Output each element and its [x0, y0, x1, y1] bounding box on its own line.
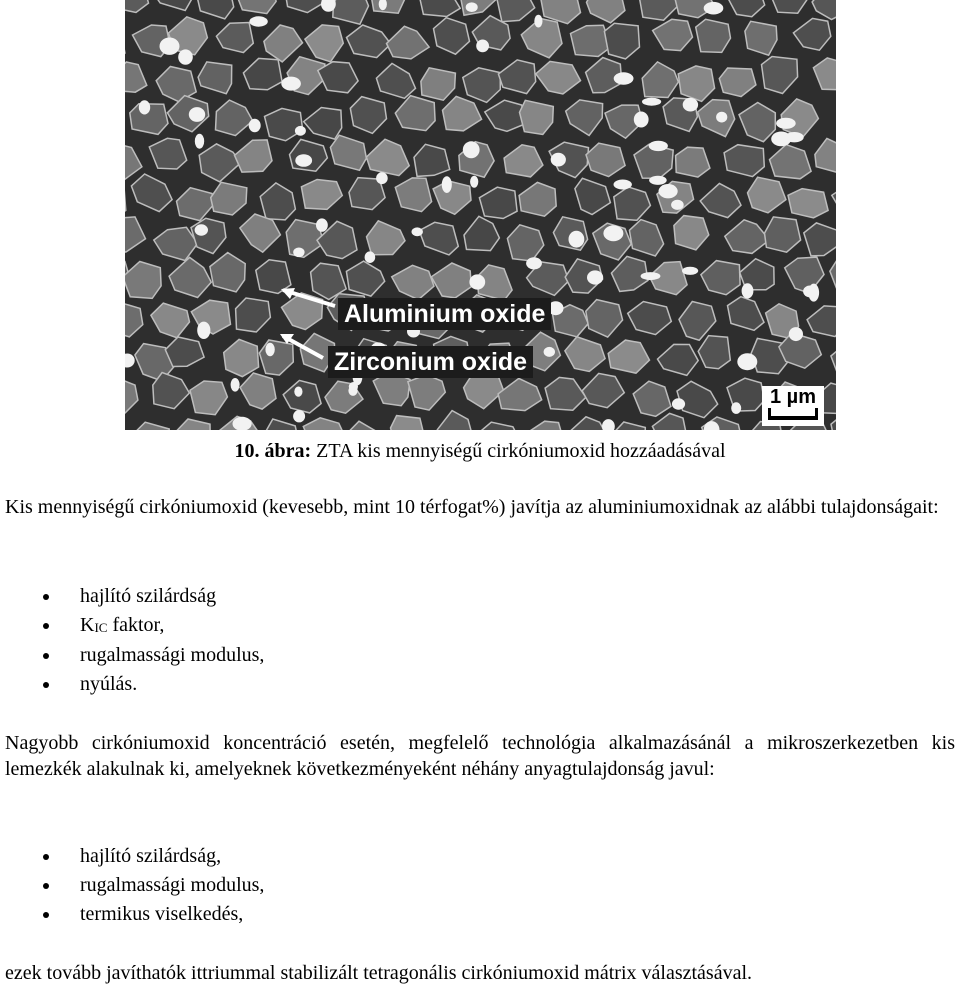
kic-symbol: K	[80, 614, 95, 636]
list-item	[0, 842, 264, 871]
scale-bar-line	[768, 416, 818, 420]
figure-caption	[0, 438, 960, 464]
list-item-text: hajlító szilárdság	[80, 585, 217, 607]
label-aluminium-oxide: Aluminium oxide	[338, 298, 551, 330]
scale-bar	[762, 386, 824, 426]
list-item-text: termikus viselkedés,	[80, 903, 244, 925]
paragraph-3: ezek tovább javíthatók ittriummal stabilizált tetragonális cirkóniumoxid mátrix választásával.	[5, 962, 753, 984]
list-item-text: faktor,	[107, 614, 165, 636]
list-item	[0, 582, 264, 611]
list-item-text: hajlító szilárdság,	[80, 845, 222, 867]
list-item	[0, 900, 264, 929]
label-zirconium-oxide: Zirconium oxide	[328, 346, 533, 378]
caption-number: 10. ábra:	[234, 440, 312, 462]
paragraph-2: Nagyobb cirkóniumoxid koncentráció esetén, megfelelő technológia alkalmazásánál a mikroszerkezetben kis lemezkék alakulnak ki, amelyeknek következményeként néhány anyagtulajdonság javul:	[5, 732, 955, 780]
list-item	[0, 611, 264, 641]
list-item-text: rugalmassági modulus,	[80, 644, 265, 666]
caption-text: ZTA kis mennyiségű cirkóniumoxid hozzáadásával	[311, 440, 726, 462]
sem-micrograph	[125, 0, 836, 430]
property-list-1	[0, 582, 264, 699]
property-list-2	[0, 842, 264, 929]
list-item	[0, 641, 264, 670]
scale-bar-label: 1 µm	[770, 386, 816, 408]
paragraph-1: Kis mennyiségű cirkóniumoxid (kevesebb, mint 10 térfogat%) javítja az aluminiumoxidnak az alábbi tulajdonságait:	[5, 496, 939, 518]
list-item-text: nyúlás.	[80, 673, 138, 695]
list-item	[0, 871, 264, 900]
list-item-text: rugalmassági modulus,	[80, 874, 265, 896]
list-item	[0, 670, 264, 699]
kic-subscript: IC	[94, 620, 108, 635]
